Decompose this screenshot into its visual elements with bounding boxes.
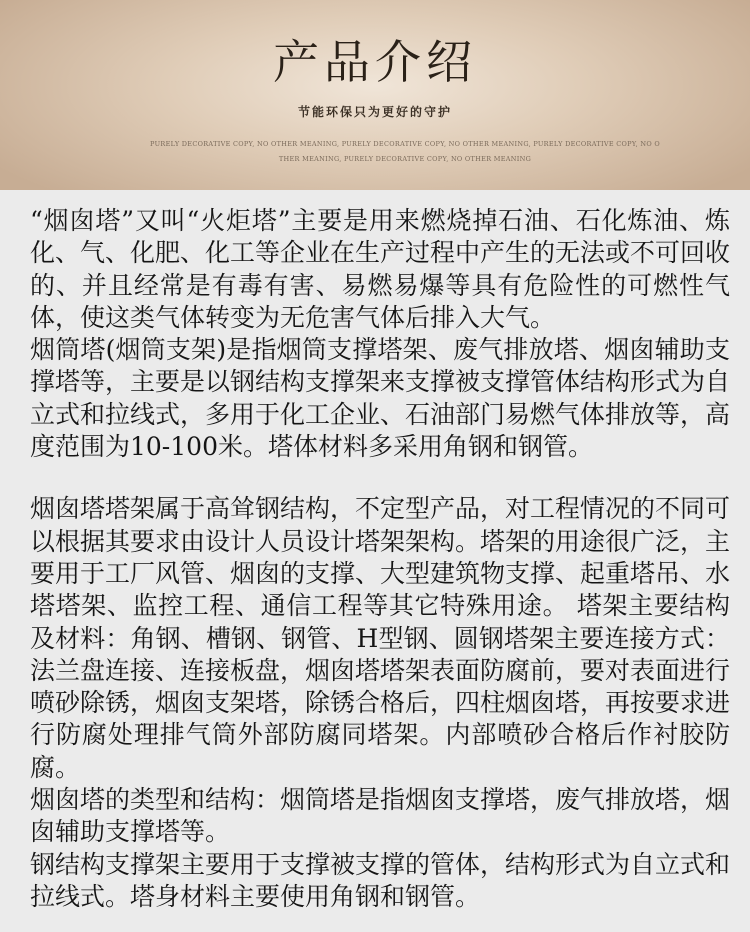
product-description [30,205,730,913]
paragraph-types: 烟囱塔的类型和结构：烟筒塔是指烟囱支撑塔，废气排放塔，烟囱辅助支撑塔等。 [30,785,731,847]
paragraph-steel-support: 钢结构支撑架主要用于支撑被支撑的管体，结构形式为自立式和拉线式。塔身材料主要使用角钢和钢管。 [30,849,731,911]
page-title: 产品介绍 [273,35,477,89]
page-subtitle: 节能环保只为更好的守护 [297,105,452,119]
decorative-text: PURELY DECORATIVE COPY, NO OTHER MEANING, PURELY DECORATIVE COPY, NO OTHER MEANING, PURELY DECORATIVE COPY, NO OTHER MEANING, PURELY DECORATIVE COPY, NO OTHER MEANING [150,140,660,163]
paragraph-chimney-support: 烟筒塔(烟筒支架)是指烟筒支撑塔架、废气排放塔、烟囱辅助支撑塔等，主要是以钢结构支撑架来支撑被支撑管体结构形式为自立式和拉线式，多用于化工企业、石油部门易燃气体排放等，高度范围为10-100米。塔体材料多采用角钢和钢管。 [30,335,731,462]
paragraph-intro: “烟囱塔”又叫“火炬塔”主要是用来燃烧掉石油、石化炼油、炼化、气、化肥、化工等企业在生产过程中产生的无法或不可回收的、并且经常是有毒有害、易燃易爆等具有危险性的可燃性气体，使这类气体转变为无危害气体后排入大气。 [30,206,731,332]
paragraph-tower-frame: 烟囱塔塔架属于高耸钢结构，不定型产品，对工程情况的不同可以根据其要求由设计人员设计塔架架构。塔架的用途很广泛，主要用于工厂风管、烟囱的支撑、大型建筑物支撑、起重塔吊、水塔塔架、监控工程、通信工程等其它特殊用途。 塔架主要结构及材料：角钢、槽钢、钢管、H型钢、圆钢塔架主要连接方式：法兰盘连接、连接板盘，烟囱塔塔架表面防腐前，要对表面进行喷砂除锈，烟囱支架塔，除锈合格后，四柱烟囱塔，再按要求进行防腐处理排气筒外部防腐同塔架。内部喷砂合格后作衬胶防腐。 [30,494,731,782]
header-banner [0,0,750,190]
